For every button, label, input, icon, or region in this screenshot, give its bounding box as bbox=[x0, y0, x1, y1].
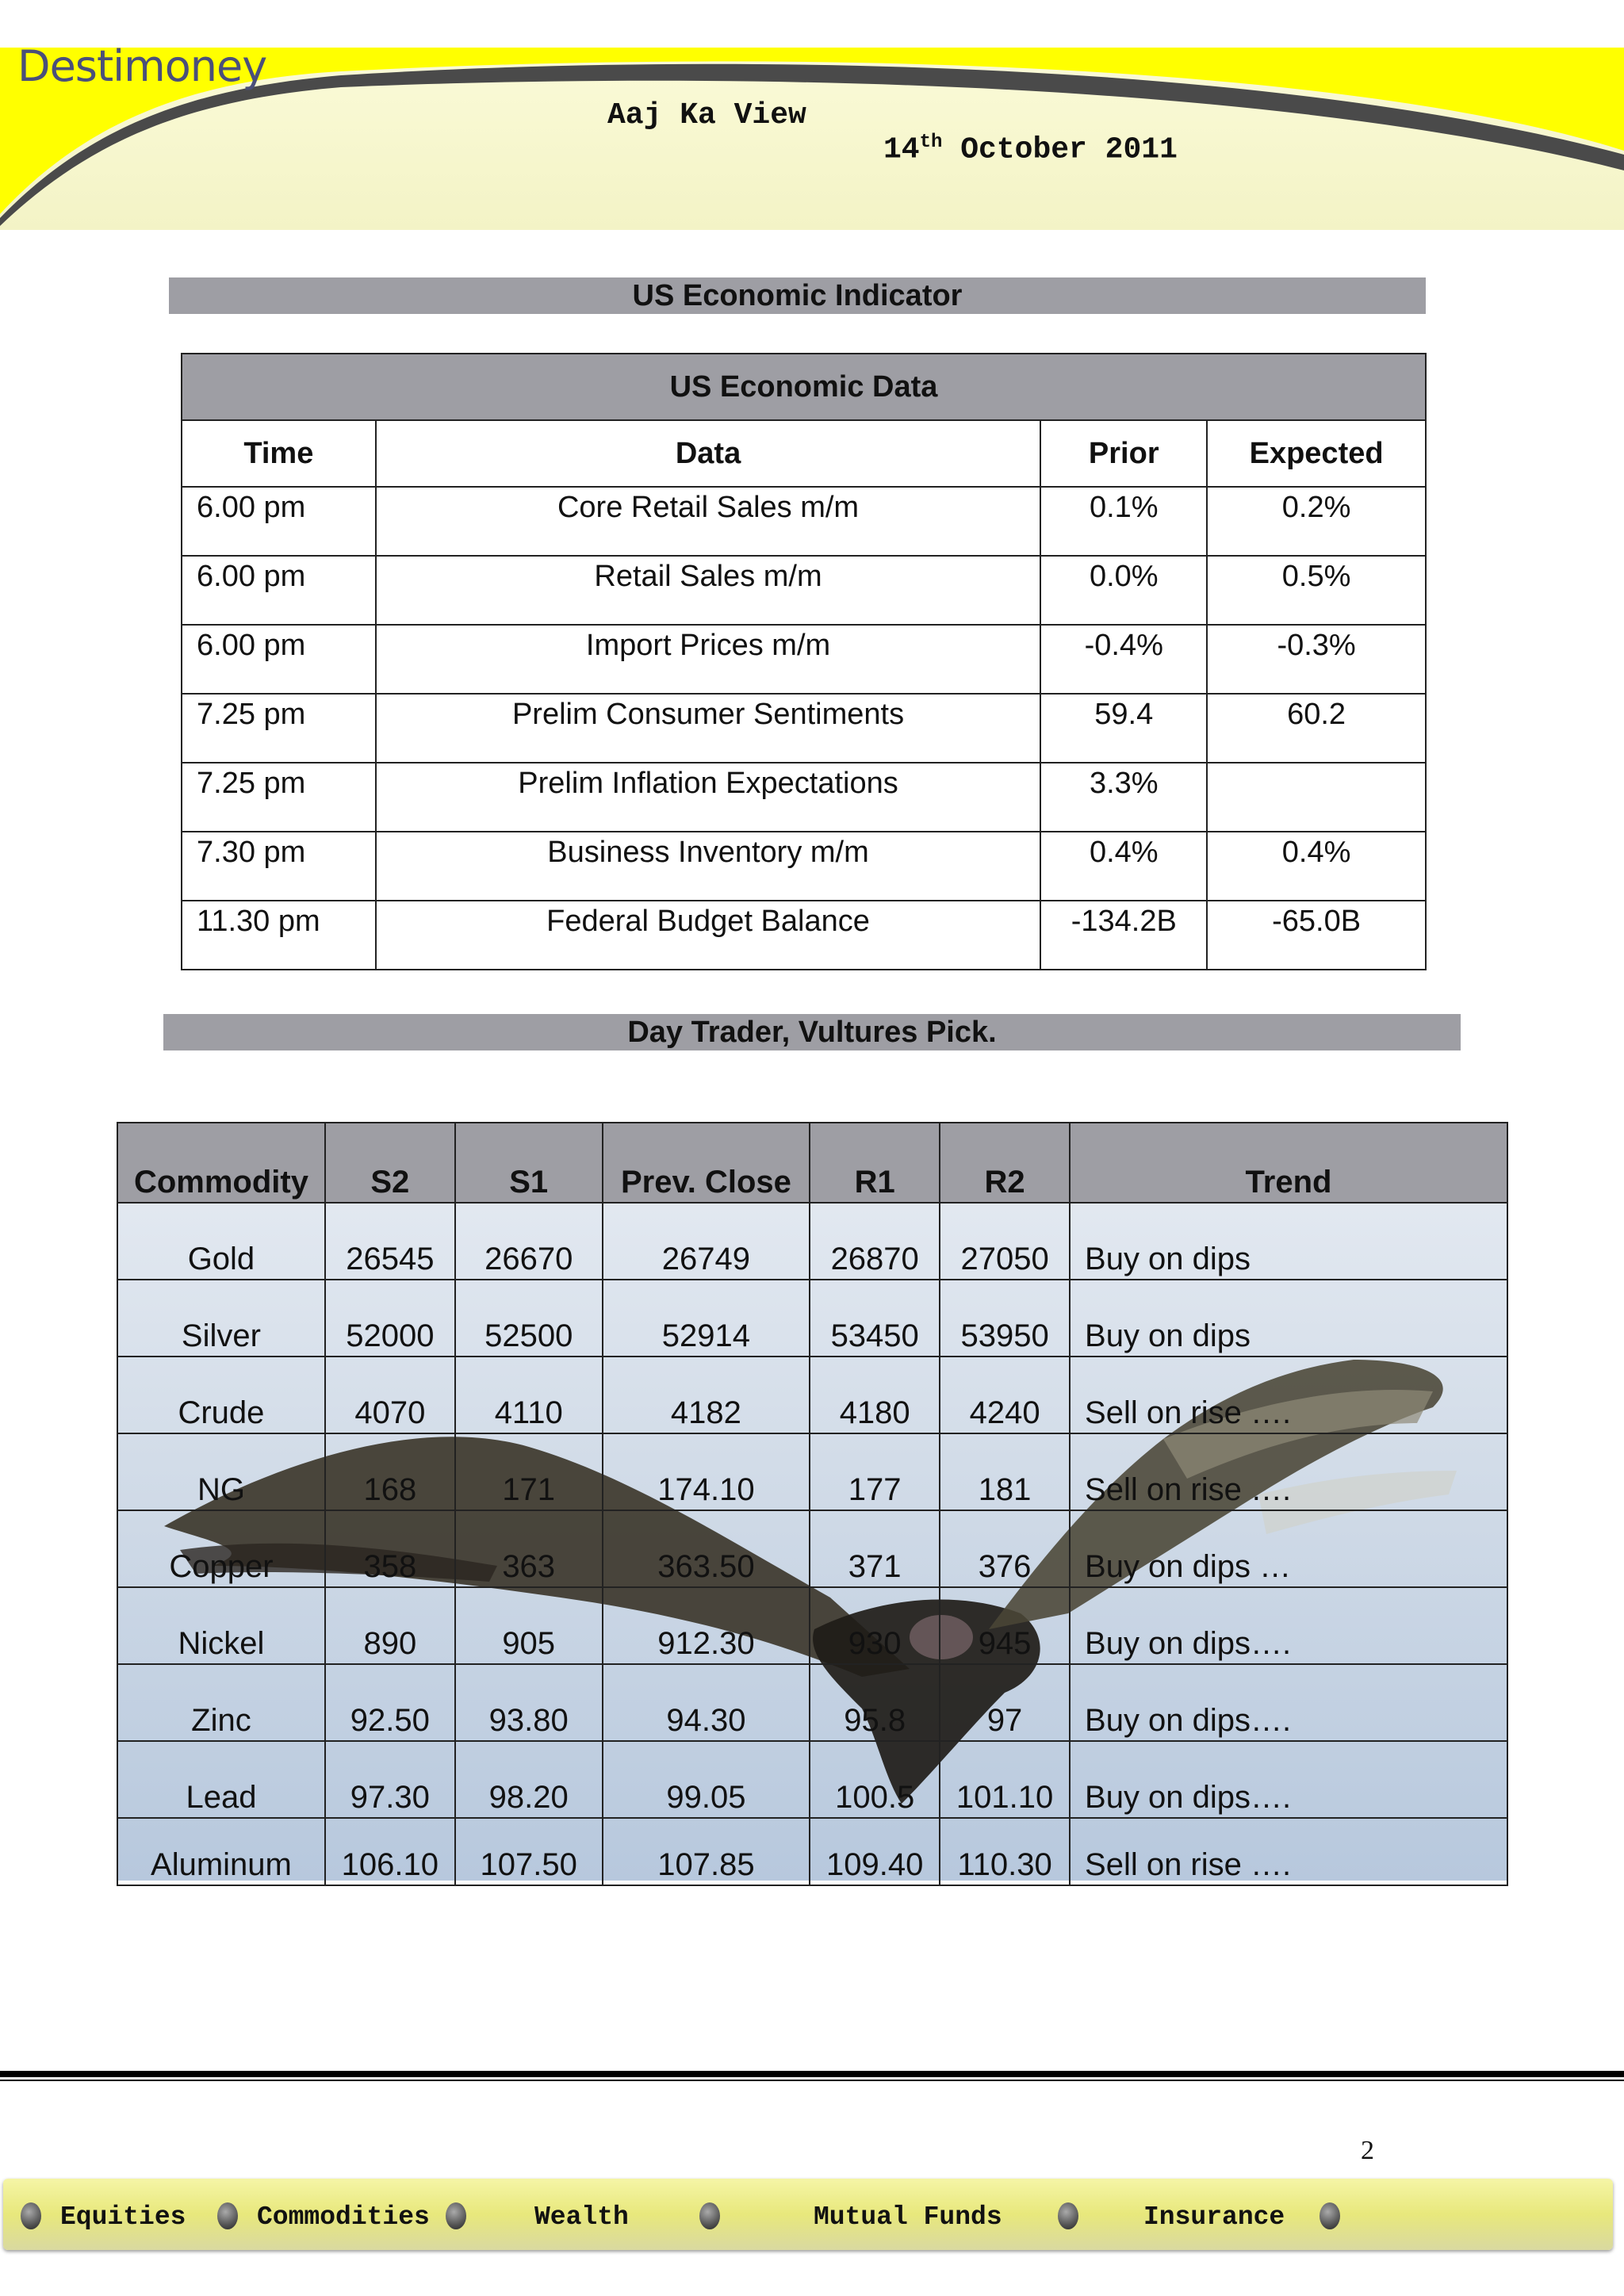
cell-expected: -0.3% bbox=[1207, 625, 1426, 694]
table-header-row bbox=[117, 1123, 1507, 1203]
cell-expected: 0.5% bbox=[1207, 556, 1426, 625]
cell-r1: 177 bbox=[810, 1433, 940, 1510]
cell-s1: 4110 bbox=[455, 1357, 603, 1433]
cell-data: Prelim Consumer Sentiments bbox=[376, 694, 1041, 763]
cell-s2: 168 bbox=[325, 1433, 455, 1510]
cell-r2: 27050 bbox=[940, 1203, 1070, 1280]
column-header-prior: Prior bbox=[1040, 420, 1207, 487]
report-title: Aaj Ka View bbox=[607, 98, 806, 132]
cell-r1: 930 bbox=[810, 1587, 940, 1664]
table-row bbox=[117, 1510, 1507, 1587]
cell-time: 6.00 pm bbox=[182, 556, 376, 625]
cell-prior: 3.3% bbox=[1040, 763, 1207, 832]
table-title-row bbox=[182, 354, 1426, 420]
cell-commodity: Nickel bbox=[117, 1587, 325, 1664]
cell-r1: 53450 bbox=[810, 1280, 940, 1357]
cell-r1: 371 bbox=[810, 1510, 940, 1587]
cell-trend: Sell on rise …. bbox=[1070, 1357, 1507, 1433]
table-row bbox=[182, 763, 1426, 832]
cell-r1: 100.5 bbox=[810, 1741, 940, 1818]
table-title: US Economic Data bbox=[182, 354, 1426, 420]
cell-data: Federal Budget Balance bbox=[376, 901, 1041, 970]
cell-time: 7.25 pm bbox=[182, 694, 376, 763]
cell-s2: 92.50 bbox=[325, 1664, 455, 1741]
cell-r1: 26870 bbox=[810, 1203, 940, 1280]
cell-r2: 97 bbox=[940, 1664, 1070, 1741]
cell-trend: Buy on dips bbox=[1070, 1280, 1507, 1357]
cell-expected bbox=[1207, 763, 1426, 832]
cell-expected: 0.4% bbox=[1207, 832, 1426, 901]
cell-prev-close: 94.30 bbox=[603, 1664, 810, 1741]
column-header-trend: Trend bbox=[1070, 1123, 1507, 1203]
column-header-s2: S2 bbox=[325, 1123, 455, 1203]
cell-r2: 110.30 bbox=[940, 1818, 1070, 1885]
cell-data: Import Prices m/m bbox=[376, 625, 1041, 694]
cell-r2: 4240 bbox=[940, 1357, 1070, 1433]
cell-commodity: Copper bbox=[117, 1510, 325, 1587]
cell-prev-close: 912.30 bbox=[603, 1587, 810, 1664]
column-header-commodity: Commodity bbox=[117, 1123, 325, 1203]
column-header-prev-close: Prev. Close bbox=[603, 1123, 810, 1203]
footer-divider-thick bbox=[0, 2071, 1624, 2077]
cell-s2: 97.30 bbox=[325, 1741, 455, 1818]
cell-s2: 4070 bbox=[325, 1357, 455, 1433]
cell-r1: 109.40 bbox=[810, 1818, 940, 1885]
cell-prev-close: 4182 bbox=[603, 1357, 810, 1433]
cell-data: Core Retail Sales m/m bbox=[376, 487, 1041, 556]
cell-prev-close: 99.05 bbox=[603, 1741, 810, 1818]
cell-r2: 376 bbox=[940, 1510, 1070, 1587]
table-row bbox=[182, 832, 1426, 901]
cell-r2: 101.10 bbox=[940, 1741, 1070, 1818]
cell-prev-close: 363.50 bbox=[603, 1510, 810, 1587]
cell-prior: 0.1% bbox=[1040, 487, 1207, 556]
cell-s2: 26545 bbox=[325, 1203, 455, 1280]
footer-link-mutual-funds[interactable]: Mutual Funds bbox=[814, 2202, 1002, 2232]
header-swoosh-graphic bbox=[0, 0, 1624, 230]
column-header-time: Time bbox=[182, 420, 376, 487]
cell-trend: Buy on dips…. bbox=[1070, 1664, 1507, 1741]
cell-trend: Buy on dips bbox=[1070, 1203, 1507, 1280]
cell-data: Prelim Inflation Expectations bbox=[376, 763, 1041, 832]
table-row bbox=[117, 1357, 1507, 1433]
table-row bbox=[117, 1587, 1507, 1664]
cell-commodity: NG bbox=[117, 1433, 325, 1510]
section-title-day-trader: Day Trader, Vultures Pick. bbox=[163, 1014, 1461, 1050]
cell-prior: 0.4% bbox=[1040, 832, 1207, 901]
cell-commodity: Lead bbox=[117, 1741, 325, 1818]
cell-s1: 905 bbox=[455, 1587, 603, 1664]
cell-s2: 106.10 bbox=[325, 1818, 455, 1885]
footer-nav-bar bbox=[3, 2179, 1613, 2250]
cell-expected: -65.0B bbox=[1207, 901, 1426, 970]
cell-expected: 0.2% bbox=[1207, 487, 1426, 556]
cell-time: 6.00 pm bbox=[182, 487, 376, 556]
cell-trend: Sell on rise …. bbox=[1070, 1433, 1507, 1510]
cell-r2: 53950 bbox=[940, 1280, 1070, 1357]
cell-s1: 363 bbox=[455, 1510, 603, 1587]
cell-r2: 945 bbox=[940, 1587, 1070, 1664]
page-number: 2 bbox=[1361, 2136, 1374, 2165]
footer-link-wealth[interactable]: Wealth bbox=[534, 2202, 629, 2232]
cell-prev-close: 174.10 bbox=[603, 1433, 810, 1510]
cell-s2: 52000 bbox=[325, 1280, 455, 1357]
cell-s1: 171 bbox=[455, 1433, 603, 1510]
cell-time: 7.30 pm bbox=[182, 832, 376, 901]
date-month-year: October 2011 bbox=[942, 132, 1178, 167]
footer-link-commodities[interactable]: Commodities bbox=[257, 2202, 430, 2232]
table-row bbox=[117, 1433, 1507, 1510]
cell-trend: Buy on dips … bbox=[1070, 1510, 1507, 1587]
bullet-icon bbox=[1320, 2202, 1340, 2229]
cell-r1: 4180 bbox=[810, 1357, 940, 1433]
cell-trend: Buy on dips…. bbox=[1070, 1587, 1507, 1664]
report-date bbox=[883, 132, 1178, 167]
date-suffix: th bbox=[919, 132, 943, 153]
bullet-icon bbox=[1058, 2202, 1078, 2229]
section-title-us-economic-indicator: US Economic Indicator bbox=[169, 277, 1426, 314]
cell-trend: Sell on rise …. bbox=[1070, 1818, 1507, 1885]
table-row bbox=[182, 694, 1426, 763]
cell-prev-close: 26749 bbox=[603, 1203, 810, 1280]
cell-s1: 98.20 bbox=[455, 1741, 603, 1818]
cell-r1: 95.8 bbox=[810, 1664, 940, 1741]
table-row bbox=[117, 1818, 1507, 1885]
column-header-r2: R2 bbox=[940, 1123, 1070, 1203]
cell-commodity: Silver bbox=[117, 1280, 325, 1357]
cell-prev-close: 52914 bbox=[603, 1280, 810, 1357]
cell-s1: 52500 bbox=[455, 1280, 603, 1357]
day-trader-table-container bbox=[117, 1122, 1508, 1881]
cell-s1: 107.50 bbox=[455, 1818, 603, 1885]
column-header-expected: Expected bbox=[1207, 420, 1426, 487]
us-economic-data-table bbox=[181, 353, 1427, 970]
date-day: 14 bbox=[883, 132, 920, 167]
footer-link-insurance[interactable]: Insurance bbox=[1143, 2202, 1285, 2232]
cell-r2: 181 bbox=[940, 1433, 1070, 1510]
day-trader-table bbox=[117, 1122, 1508, 1886]
cell-time: 7.25 pm bbox=[182, 763, 376, 832]
cell-expected: 60.2 bbox=[1207, 694, 1426, 763]
table-row bbox=[117, 1741, 1507, 1818]
page-header bbox=[0, 0, 1624, 230]
cell-commodity: Zinc bbox=[117, 1664, 325, 1741]
cell-prior: -134.2B bbox=[1040, 901, 1207, 970]
column-header-s1: S1 bbox=[455, 1123, 603, 1203]
cell-prev-close: 107.85 bbox=[603, 1818, 810, 1885]
bullet-icon bbox=[446, 2202, 466, 2229]
bullet-icon bbox=[217, 2202, 238, 2229]
column-header-data: Data bbox=[376, 420, 1041, 487]
cell-commodity: Crude bbox=[117, 1357, 325, 1433]
cell-time: 11.30 pm bbox=[182, 901, 376, 970]
table-row bbox=[117, 1203, 1507, 1280]
bullet-icon bbox=[699, 2202, 720, 2229]
cell-s1: 26670 bbox=[455, 1203, 603, 1280]
cell-commodity: Gold bbox=[117, 1203, 325, 1280]
cell-data: Retail Sales m/m bbox=[376, 556, 1041, 625]
table-row bbox=[182, 901, 1426, 970]
cell-prior: 0.0% bbox=[1040, 556, 1207, 625]
cell-prior: 59.4 bbox=[1040, 694, 1207, 763]
table-row bbox=[182, 556, 1426, 625]
column-header-r1: R1 bbox=[810, 1123, 940, 1203]
cell-s2: 890 bbox=[325, 1587, 455, 1664]
footer-link-equities[interactable]: Equities bbox=[60, 2202, 186, 2232]
cell-s1: 93.80 bbox=[455, 1664, 603, 1741]
brand-logo: Destimoney bbox=[17, 41, 267, 91]
cell-data: Business Inventory m/m bbox=[376, 832, 1041, 901]
table-header-row bbox=[182, 420, 1426, 487]
table-row bbox=[117, 1280, 1507, 1357]
cell-prior: -0.4% bbox=[1040, 625, 1207, 694]
cell-commodity: Aluminum bbox=[117, 1818, 325, 1885]
table-row bbox=[182, 625, 1426, 694]
cell-s2: 358 bbox=[325, 1510, 455, 1587]
table-row bbox=[182, 487, 1426, 556]
cell-time: 6.00 pm bbox=[182, 625, 376, 694]
footer-divider-thin bbox=[0, 2080, 1624, 2081]
cell-trend: Buy on dips…. bbox=[1070, 1741, 1507, 1818]
table-row bbox=[117, 1664, 1507, 1741]
bullet-icon bbox=[21, 2202, 41, 2229]
